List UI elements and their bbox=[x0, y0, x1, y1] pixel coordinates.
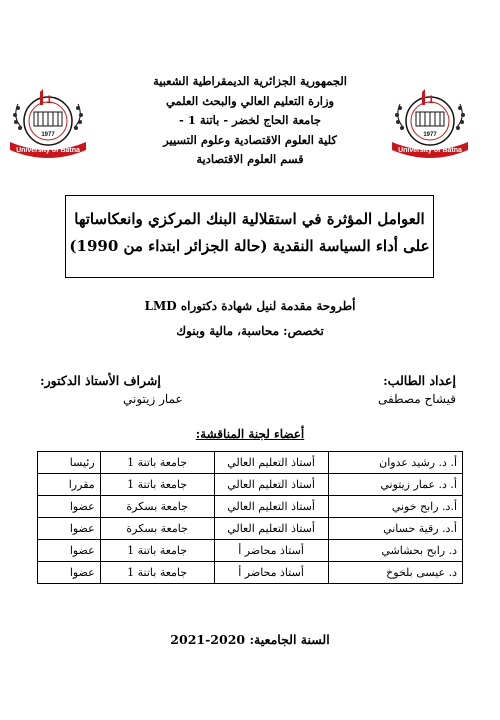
member-name: د. رابح بحشاشي bbox=[328, 540, 462, 562]
degree-statement: أطروحة مقدمة لنيل شهادة دكتوراه LMD bbox=[144, 299, 356, 313]
member-name: أ.د. رقية حساني bbox=[328, 518, 462, 540]
member-rank: أستاذ التعليم العالي bbox=[214, 452, 328, 474]
table-row bbox=[38, 518, 463, 540]
header-line-ministry: وزارة التعليم العالي والبحث العلمي bbox=[165, 93, 335, 108]
header-line-department: قسم العلوم الاقتصادية bbox=[196, 152, 304, 166]
logo-text: University of Batna bbox=[398, 147, 462, 154]
student-label: إعداد الطالب: bbox=[383, 373, 456, 388]
member-name: أ.د. رابح خوني bbox=[328, 496, 462, 518]
member-role: رئيسا bbox=[38, 452, 101, 474]
logo-year: 1977 bbox=[41, 132, 55, 138]
student-name: قيشاح مصطفى bbox=[377, 392, 456, 406]
table-row bbox=[38, 496, 463, 518]
member-role: عضوا bbox=[38, 496, 101, 518]
member-name: أ. د. رشيد عدوان bbox=[328, 452, 462, 474]
committee-title: أعضاء لجنة المناقشة: bbox=[195, 427, 305, 441]
logo-year: 1977 bbox=[423, 132, 437, 138]
member-university: جامعة باتنة 1 bbox=[100, 540, 214, 562]
member-rank: أستاذ التعليم العالي bbox=[214, 496, 328, 518]
member-name: د. عيسى بلخوخ bbox=[328, 562, 462, 584]
member-role: مقررا bbox=[38, 474, 101, 496]
university-logo-left bbox=[2, 88, 94, 160]
logo-text: University of Batna bbox=[16, 147, 80, 154]
logo-number: 1 bbox=[46, 94, 53, 106]
member-university: جامعة بسكرة bbox=[100, 496, 214, 518]
member-name: أ. د. عمار زيتوني bbox=[328, 474, 462, 496]
table-row bbox=[38, 452, 463, 474]
member-university: جامعة باتنة 1 bbox=[100, 562, 214, 584]
specialty: تخصص: محاسبة، مالية وبنوك bbox=[176, 324, 324, 338]
header-line-republic: الجمهورية الجزائرية الديمقراطية الشعبية bbox=[153, 74, 347, 88]
member-rank: أستاذ محاضر أ bbox=[214, 562, 328, 584]
supervisor-label: إشراف الأستاذ الدكتور: bbox=[40, 373, 161, 388]
logo-number: 1 bbox=[428, 94, 435, 106]
member-role: عضوا bbox=[38, 518, 101, 540]
table-row bbox=[38, 540, 463, 562]
thesis-title-box bbox=[65, 195, 434, 278]
table-row bbox=[38, 474, 463, 496]
member-rank: أستاذ التعليم العالي bbox=[214, 474, 328, 496]
thesis-title-line-2: على أداء السياسة النقدية (حالة الجزائر ابتداء من 1990) bbox=[69, 237, 430, 255]
university-logo-right bbox=[384, 88, 476, 160]
member-rank: أستاذ محاضر أ bbox=[214, 540, 328, 562]
member-university: جامعة بسكرة bbox=[100, 518, 214, 540]
member-role: عضوا bbox=[38, 562, 101, 584]
thesis-title-line-1: العوامل المؤثرة في استقلالية البنك المركزي وانعكاساتها bbox=[74, 210, 425, 228]
institution-header bbox=[130, 72, 370, 170]
member-university: جامعة باتنة 1 bbox=[100, 474, 214, 496]
member-role: عضوا bbox=[38, 540, 101, 562]
supervisor-name: عمار زيتوني bbox=[123, 392, 183, 406]
member-university: جامعة باتنة 1 bbox=[100, 452, 214, 474]
table-row bbox=[38, 562, 463, 584]
academic-year: السنة الجامعية: 2020-2021 bbox=[170, 632, 330, 647]
member-rank: أستاذ التعليم العالي bbox=[214, 518, 328, 540]
header-line-faculty: كلية العلوم الاقتصادية وعلوم التسيير bbox=[163, 132, 337, 147]
committee-table bbox=[37, 451, 463, 584]
header-line-university: جامعة الحاج لخضر - باتنة 1 - bbox=[179, 113, 321, 127]
